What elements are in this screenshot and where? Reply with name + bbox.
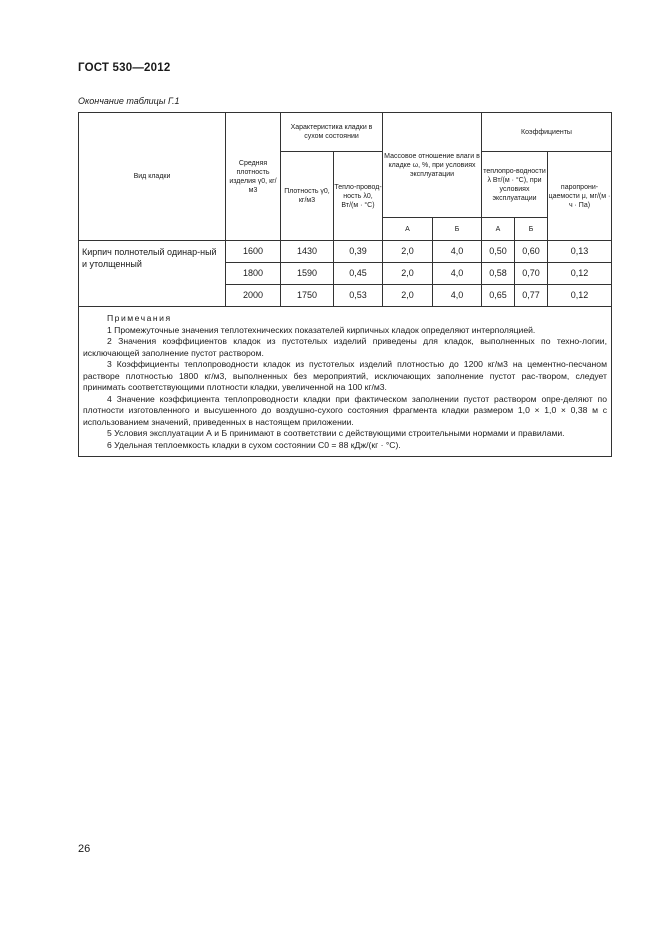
- note-1: 1 Промежуточные значения теплотехнических показателей кирпичных кладок определяют интерполяцией.: [107, 324, 536, 335]
- moisture-b-cell: 4,0: [433, 285, 482, 307]
- vapor-permeability-cell: 0,12: [548, 285, 612, 307]
- dry-conductivity-cell: 0,45: [334, 263, 383, 285]
- note-2: 2 Значения коэффициентов кладок из пустотелых изделий приведены для кладок, выполненных по техно-логии, исключающей заполнение пустот раствором.: [83, 336, 607, 358]
- note-4: 4 Значение коэффициента теплопроводности кладки при фактическом заполнении пустот раствором опре-деляют по плотности изготовленного и высушенного до воздушно-сухого состояния фрагмента кладки размером 1,0 × 1,0 × 0,38 м с использованием значений, приведенных в настоящем приложении.: [83, 393, 607, 427]
- conductivity-a-cell: 0,50: [482, 241, 515, 263]
- moisture-b-cell: 4,0: [433, 263, 482, 285]
- table-row: [79, 241, 612, 263]
- density-cell: 1600: [226, 241, 281, 263]
- header-conductivity-b: Б: [515, 218, 548, 241]
- note-5: 5 Условия эксплуатации А и Б принимают в соответствии с действующими строительными нормами и правилами.: [107, 428, 565, 438]
- conductivity-a-cell: 0,65: [482, 285, 515, 307]
- moisture-a-cell: 2,0: [383, 285, 433, 307]
- conductivity-b-cell: 0,77: [515, 285, 548, 307]
- document-code: ГОСТ 530—2012: [78, 62, 171, 74]
- header-moisture-a: А: [383, 218, 433, 241]
- notes-block: [79, 307, 612, 457]
- header-coefficients: Коэффициенты: [482, 113, 612, 152]
- header-average-density: Средняя плотность изделия γ0, кг/м3: [226, 113, 281, 241]
- table-caption: Окончание таблицы Г.1: [78, 96, 180, 106]
- header-dry-state: Характеристика кладки в сухом состоянии: [281, 113, 383, 152]
- note-3: 3 Коэффициенты теплопроводности кладок из пустотелых изделий плотностью до 1200 кг/м3 на цементно-песчаном растворе плотностью 1800 кг/м3, выполненных без мероприятий, исключающих заполнение пустот рас-твором, следует принимать соответствующими плотности кладки, увеличенной на 100 кг/м3.: [83, 359, 607, 392]
- page-number: 26: [78, 843, 91, 855]
- header-conductivity-a: А: [482, 218, 515, 241]
- header-dry-density: Плотность γ0, кг/м3: [281, 152, 334, 241]
- density-cell: 1800: [226, 263, 281, 285]
- conductivity-b-cell: 0,60: [515, 241, 548, 263]
- vapor-permeability-cell: 0,12: [548, 263, 612, 285]
- masonry-type-cell: Кирпич полнотелый одинар-ный и утолщенный: [79, 241, 226, 307]
- density-cell: 2000: [226, 285, 281, 307]
- header-masonry-type: Вид кладки: [79, 113, 226, 241]
- moisture-a-cell: 2,0: [383, 263, 433, 285]
- moisture-b-cell: 4,0: [433, 241, 482, 263]
- dry-conductivity-cell: 0,53: [334, 285, 383, 307]
- header-dry-conductivity: Тепло-провод-ность λ0, Вт/(м · °С): [334, 152, 383, 241]
- dry-conductivity-cell: 0,39: [334, 241, 383, 263]
- dry-density-cell: 1430: [281, 241, 334, 263]
- header-moisture-b: Б: [433, 218, 482, 241]
- dry-density-cell: 1590: [281, 263, 334, 285]
- header-thermal-conductivity: теплопро-водности λ Вт/(м · °С), при условиях эксплуатации: [482, 152, 548, 218]
- header-moisture-ratio: Массовое отношение влаги в кладке ω, %, при условиях эксплуатации: [383, 113, 482, 218]
- note-6: 6 Удельная теплоемкость кладки в сухом состоянии С0 = 88 кДж/(кг · °С).: [107, 439, 401, 450]
- notes-title: Примечания: [107, 313, 172, 323]
- vapor-permeability-cell: 0,13: [548, 241, 612, 263]
- header-vapor-permeability: паропрони-цаемости μ, мг/(м · ч · Па): [548, 152, 612, 241]
- dry-density-cell: 1750: [281, 285, 334, 307]
- conductivity-a-cell: 0,58: [482, 263, 515, 285]
- conductivity-b-cell: 0,70: [515, 263, 548, 285]
- thermal-properties-table: [78, 112, 612, 457]
- moisture-a-cell: 2,0: [383, 241, 433, 263]
